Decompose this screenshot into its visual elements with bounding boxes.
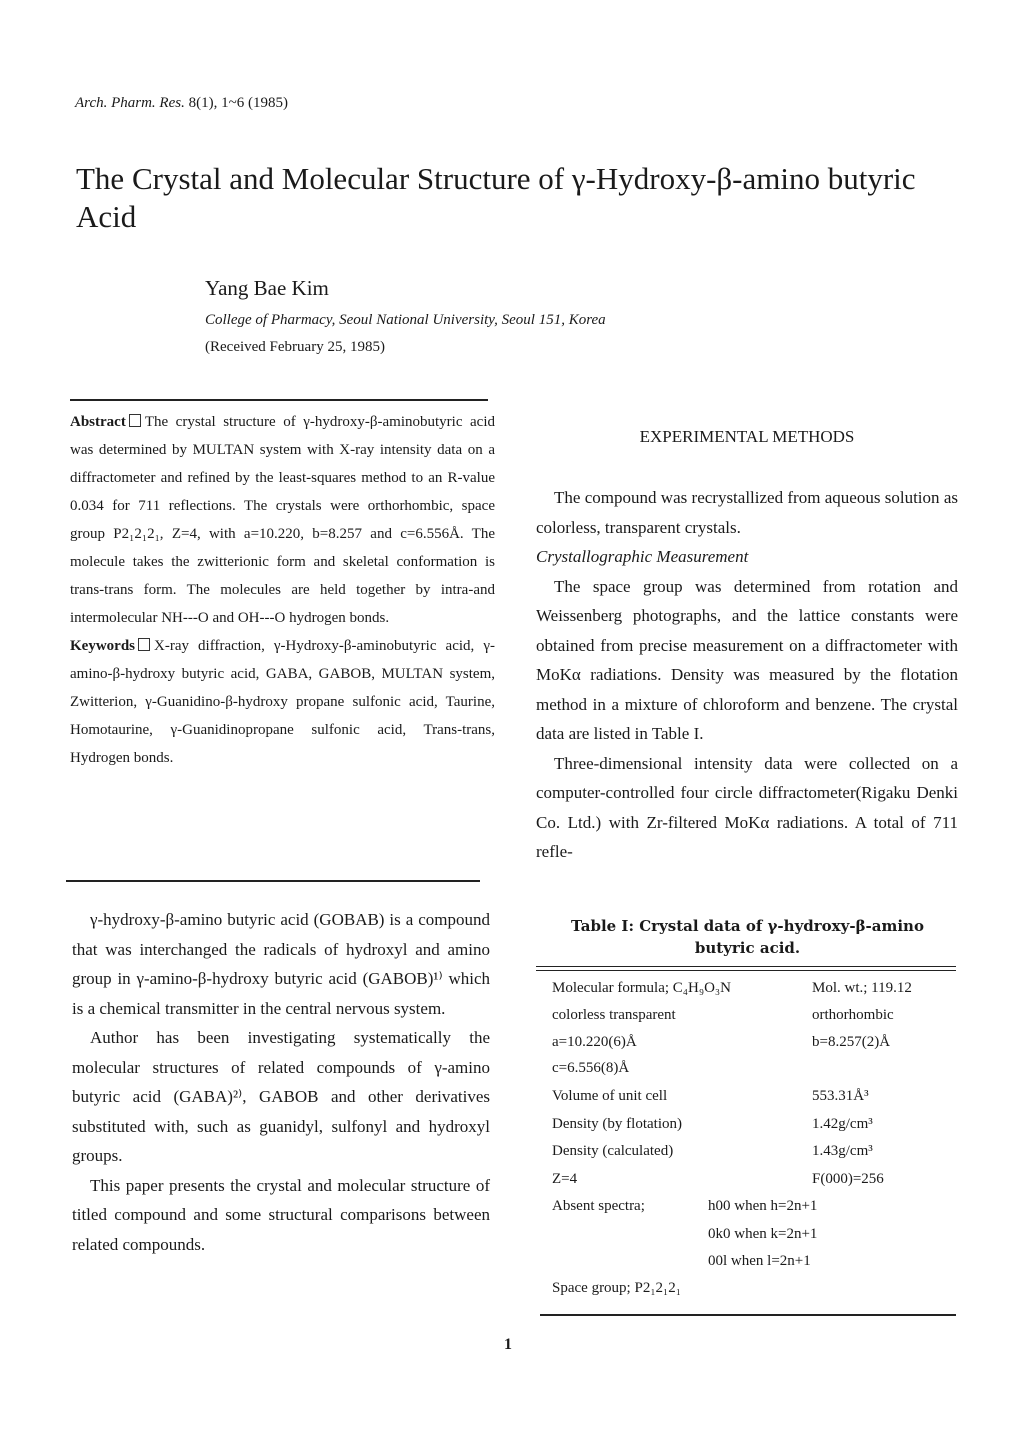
exp-paragraph-1: The compound was recrystallized from aqueous solution as colorless, transparent crystals. bbox=[536, 488, 958, 537]
table-row bbox=[540, 1060, 955, 1086]
table-row bbox=[540, 980, 955, 1006]
table-row bbox=[540, 1280, 955, 1306]
table-row bbox=[540, 1226, 955, 1252]
table-cell: Absent spectra; bbox=[552, 1198, 645, 1214]
abstract-section bbox=[70, 408, 495, 772]
table-cell: c=6.556(8)Å bbox=[552, 1060, 630, 1076]
paper-title: The Crystal and Molecular Structure of γ-Hydroxy-β-amino butyric Acid bbox=[76, 161, 916, 234]
table-row bbox=[540, 1007, 955, 1033]
abstract-top-rule bbox=[70, 399, 488, 401]
table-cell: Volume of unit cell bbox=[552, 1088, 668, 1104]
table-cell: Mol. wt.; 119.12 bbox=[812, 980, 912, 996]
author-name: Yang Bae Kim bbox=[205, 276, 329, 300]
table-cell: a=10.220(6)Å bbox=[552, 1034, 637, 1050]
table-cell: Z=4 bbox=[552, 1171, 578, 1187]
keywords-label: Keywords bbox=[70, 638, 135, 654]
received-date: (Received February 25, 1985) bbox=[205, 339, 385, 355]
table-cell: Density (by flotation) bbox=[552, 1116, 682, 1132]
table-row bbox=[540, 1171, 955, 1197]
table-top-rule-2 bbox=[536, 970, 956, 971]
abstract-paragraph bbox=[70, 408, 495, 632]
table-row bbox=[540, 1034, 955, 1060]
table-cell: colorless transparent bbox=[552, 1007, 676, 1023]
abstract-text: The crystal structure of γ-hydroxy-β-aminobutyric acid was determined by MULTAN system with X-ray intensity data on a diffractometer and refined by the least-squares method to an R-value 0.034 for 711 reflections. The crystals were orthorhombic, space group P2₁2₁2₁, Z=4, with a=10.220, b=8.257 and c=6.556Å. The molecule takes the zwitterionic form and skeletal conformation is trans-trans form. The molecules are held together by intra-and intermolecular NH---O and OH---O hydrogen bonds. bbox=[70, 414, 495, 626]
volume-issue: 8(1), 1~6 (1985) bbox=[188, 95, 288, 111]
table-row bbox=[540, 1116, 955, 1142]
intro-paragraph-2: Author has been investigating systematically the molecular structures of related compounds of γ-amino butyric acid (GABA)²⁾, GABOB and other derivatives substituted with, such as guanidyl, sulfonyl and hydroxyl groups. bbox=[72, 1028, 490, 1165]
table-cell: Density (calculated) bbox=[552, 1143, 674, 1159]
table-cell: Molecular formula; C₄H₉O₃N bbox=[552, 980, 731, 996]
table-row bbox=[540, 1088, 955, 1114]
table-cell: 1.42g/cm³ bbox=[812, 1116, 873, 1132]
table-cell: 0k0 when k=2n+1 bbox=[708, 1226, 818, 1242]
keywords-text: X-ray diffraction, γ-Hydroxy-β-aminobutyric acid, γ-amino-β-hydroxy butyric acid, GABA, GABOB, MULTAN system, Zwitterion, γ-Guanidino-β-hydroxy propane sulfonic acid, Taurine, Homotaurine, γ-Guanidinopropane sulfonic acid, Trans-trans, Hydrogen bonds. bbox=[70, 638, 495, 766]
table-cell: 00l when l=2n+1 bbox=[708, 1253, 811, 1269]
citation-header bbox=[75, 95, 288, 112]
abstract-bottom-rule bbox=[66, 880, 480, 882]
checkbox-icon bbox=[138, 638, 150, 651]
table-row bbox=[540, 1253, 955, 1279]
table-cell: orthorhombic bbox=[812, 1007, 894, 1023]
keywords-paragraph bbox=[70, 632, 495, 772]
journal-name: Arch. Pharm. Res. bbox=[75, 95, 185, 111]
table-cell: Space group; P2₁2₁2₁ bbox=[552, 1280, 682, 1296]
checkbox-icon bbox=[129, 414, 141, 427]
section-heading: EXPERIMENTAL METHODS bbox=[639, 427, 855, 446]
page-number: 1 bbox=[504, 1336, 512, 1353]
table-cell: 553.31Å³ bbox=[812, 1088, 869, 1104]
exp-paragraph-2: The space group was determined from rotation and Weissenberg photographs, and the lattice constants were obtained from precise measurement on a diffractometer with MoKα radiations. Density was measured by the flotation method in a mixture of chloroform and benzene. The crystal data are listed in Table I. bbox=[536, 576, 958, 743]
table-caption: Table I: Crystal data of γ-hydroxy-β-amino butyric acid. bbox=[571, 917, 924, 957]
subsection-heading: Crystallographic Measurement bbox=[536, 547, 749, 566]
table-row bbox=[540, 1198, 955, 1224]
author-affiliation: College of Pharmacy, Seoul National University, Seoul 151, Korea bbox=[205, 312, 606, 328]
table-cell: h00 when h=2n+1 bbox=[708, 1198, 818, 1214]
table-cell: F(000)=256 bbox=[812, 1171, 884, 1187]
intro-paragraph-1: γ-hydroxy-β-amino butyric acid (GOBAB) is a compound that was interchanged the radicals of hydroxyl and amino group in γ-amino-β-hydroxy butyric acid (GABOB)¹⁾ which is a chemical transmitter in the central nervous system. bbox=[72, 910, 490, 1018]
table-row bbox=[540, 1143, 955, 1169]
table-bottom-rule bbox=[540, 1314, 956, 1316]
exp-paragraph-3: Three-dimensional intensity data were collected on a computer-controlled four circle diffractometer(Rigaku Denki Co. Ltd.) with Zr-filtered MoKα radiations. A total of 711 refle- bbox=[536, 753, 958, 861]
introduction-column bbox=[72, 905, 490, 1259]
intro-paragraph-3: This paper presents the crystal and molecular structure of titled compound and some structural comparisons between related compounds. bbox=[72, 1175, 490, 1254]
experimental-column bbox=[536, 483, 958, 867]
table-top-rule bbox=[536, 966, 956, 967]
table-cell: b=8.257(2)Å bbox=[812, 1034, 891, 1050]
abstract-label: Abstract bbox=[70, 414, 126, 430]
table-cell: 1.43g/cm³ bbox=[812, 1143, 873, 1159]
